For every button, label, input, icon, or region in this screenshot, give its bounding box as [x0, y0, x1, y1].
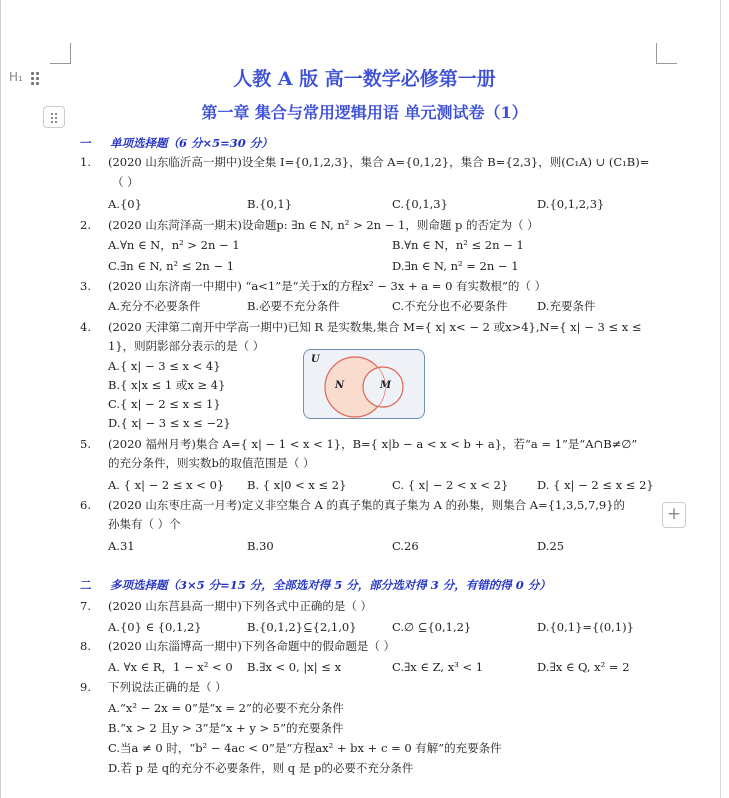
option: C.不充分也不必要条件	[392, 299, 508, 313]
option: D.{0,1,2,3}	[537, 197, 605, 211]
question-number: 8.	[80, 639, 91, 653]
section-text: 单项选择题（6 分×5=30 分）	[110, 136, 273, 150]
option: C. { x| − 2 < x < 2}	[392, 478, 509, 492]
option: C.{0,1,3}	[392, 197, 448, 211]
document-subtitle: 第一章 集合与常用逻辑用语 单元测试卷（1）	[201, 103, 528, 122]
option: C.∃x ∈ Z, x³ < 1	[392, 660, 484, 674]
section-number: 二	[80, 578, 92, 592]
question-text: (2020 山东莒县高一期中)下列各式中正确的是（ ）	[108, 599, 373, 613]
option: B. { x|0 < x ≤ 2}	[247, 478, 347, 492]
option: D.∃n ∈ N, n² = 2n − 1	[392, 259, 519, 273]
option: D.{0,1}={(0,1)}	[537, 620, 634, 634]
option: C.{ x| − 2 ≤ x ≤ 1}	[108, 397, 221, 411]
question-text: (2020 山东济南一中期中) “a<1”是“关于x的方程x² − 3x + a = 0 有实数根”的（ ）	[108, 279, 547, 293]
option: A. ∀x ∈ R，1 − x² < 0	[108, 660, 233, 674]
question-text: (2020 山东枣庄高一月考)定义非空集合 A 的真子集的真子集为 A 的孙集，则集合 A={1,3,5,7,9}的	[108, 498, 626, 512]
question-bracket: （ ）	[112, 175, 139, 189]
option: D.∃x ∈ Q, x² = 2	[537, 660, 630, 674]
option: B.“x > 2 且y > 3”是“x + y > 5”的充要条件	[108, 721, 344, 735]
option: D.25	[537, 539, 565, 553]
question-text: (2020 山东淄博高一期中)下列各命题中的假命题是（ ）	[108, 639, 396, 653]
option: B.30	[247, 539, 274, 553]
question-text-continued: 孙集有（ ）个	[108, 517, 181, 531]
option: D.{ x| − 3 ≤ x ≤ −2}	[108, 416, 231, 430]
question-text: (2020 福州月考)集合 A={ x| − 1 < x < 1}，B={ x|b − a < x < b + a}，若“a = 1”是“A∩B≠∅”	[108, 437, 638, 451]
question-number: 4.	[80, 320, 91, 334]
question-number: 1.	[80, 155, 91, 169]
question-number: 6.	[80, 498, 91, 512]
question-number: 5.	[80, 437, 91, 451]
margin-corner-mark	[656, 43, 677, 64]
option: B.∀n ∈ N，n² ≤ 2n − 1	[392, 238, 524, 252]
question-number: 2.	[80, 218, 91, 232]
option: C.∃n ∈ N, n² ≤ 2n − 1	[108, 259, 235, 273]
universe-label: U	[311, 354, 320, 365]
question-text-continued: 1}，则阴影部分表示的是（ ）	[108, 339, 265, 353]
option: A.充分不必要条件	[108, 299, 201, 313]
option: A.“x² − 2x = 0”是“x = 2”的必要不充分条件	[108, 701, 344, 715]
option: A.{0}	[108, 197, 142, 211]
option: A.31	[108, 539, 135, 553]
option: A.{ x| − 3 ≤ x < 4}	[108, 359, 221, 373]
option: C.当a ≠ 0 时，“b² − 4ac < 0”是“方程ax² + bx + c = 0 有解”的充要条件	[108, 741, 502, 755]
option: B.{0,1,2}⊆{2,1,0}	[247, 620, 357, 634]
option: B.{0,1}	[247, 197, 293, 211]
question-number: 3.	[80, 279, 91, 293]
question-text: 下列说法正确的是（ ）	[108, 680, 227, 694]
venn-diagram	[303, 349, 425, 419]
section-heading	[80, 135, 273, 151]
section-text: 多项选择题（3×5 分=15 分，全部选对得 5 分，部分选对得 3 分，有错的得 0 分）	[110, 578, 551, 592]
question-text-continued: 的充分条件，则实数b的取值范围是（ ）	[108, 456, 315, 470]
set-m-label: M	[380, 380, 392, 391]
margin-corner-mark	[50, 43, 71, 64]
add-block-button[interactable]: +	[662, 502, 686, 528]
question-number: 7.	[80, 599, 91, 613]
option: D.若 p 是 q的充分不必要条件，则 q 是 p的必要不充分条件	[108, 761, 414, 775]
option: A.∀n ∈ N，n² > 2n − 1	[108, 238, 240, 252]
question-text: (2020 山东临沂高一期中)设全集 I={0,1,2,3}，集合 A={0,1,2}，集合 B={2,3}，则(C₁A) ∪ (C₁B)=	[108, 155, 650, 169]
option: A. { x| − 2 ≤ x < 0}	[108, 478, 225, 492]
question-text: (2020 山东菏泽高一期末)设命题p: ∃n ∈ N, n² > 2n − 1，则命题 p 的否定为（ ）	[108, 218, 539, 232]
question-text: (2020 天津第二南开中学高一期中)已知 R 是实数集,集合 M={ x| x< − 2 或x>4},N={ x| − 3 ≤ x ≤	[108, 320, 642, 334]
option: D.充要条件	[537, 299, 596, 313]
option: C.26	[392, 539, 419, 553]
option: A.{0} ∈ {0,1,2}	[108, 620, 202, 634]
section-number: 一	[80, 136, 92, 150]
document-title: 人教 A 版 高一数学必修第一册	[233, 68, 496, 90]
option: B.必要不充分条件	[247, 299, 340, 313]
question-number: 9.	[80, 680, 91, 694]
option: B.∃x < 0, |x| ≤ x	[247, 660, 342, 674]
section-heading	[80, 577, 551, 593]
set-n-label: N	[335, 380, 345, 391]
option: D. { x| − 2 ≤ x ≤ 2}	[537, 478, 654, 492]
option: C.∅ ⊆{0,1,2}	[392, 620, 472, 634]
heading-level-indicator[interactable]: H₁	[9, 70, 23, 84]
option: B.{ x|x ≤ 1 或x ≥ 4}	[108, 378, 226, 392]
